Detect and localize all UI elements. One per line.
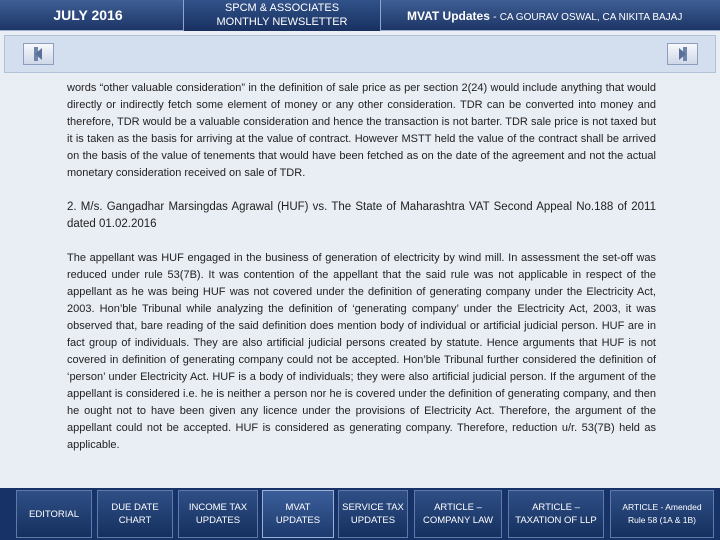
footer-button-label: CHART bbox=[118, 515, 152, 526]
footer-button-label: ARTICLE - Amended bbox=[622, 502, 702, 512]
section-topic bbox=[388, 0, 720, 31]
footer-button-label: EDITORIAL bbox=[29, 508, 79, 520]
issue-date: JULY 2016 bbox=[53, 7, 123, 23]
footer-button-label: ARTICLE – bbox=[434, 502, 482, 513]
header-bar bbox=[0, 0, 720, 31]
footer-button-article-amended-rule[interactable] bbox=[610, 490, 714, 538]
footer-button-label: INCOME TAX bbox=[188, 502, 248, 513]
next-page-button[interactable] bbox=[667, 43, 698, 65]
previous-page-button[interactable] bbox=[23, 43, 54, 65]
footer-button-article-company-law[interactable] bbox=[414, 490, 502, 538]
footer-button-label: UPDATES bbox=[275, 515, 321, 526]
topic-authors: CA GOURAV OSWAL, CA NIKITA BAJAJ bbox=[499, 12, 683, 23]
footer-button-label: ARTICLE – bbox=[532, 502, 580, 513]
footer-button-service-tax[interactable] bbox=[338, 490, 408, 538]
newsletter-firm: SPCM & ASSOCIATES bbox=[224, 2, 340, 14]
newsletter-subtitle: MONTHLY NEWSLETTER bbox=[216, 16, 348, 28]
topic-title: MVAT Updates bbox=[407, 9, 490, 23]
footer-button-label: UPDATES bbox=[350, 515, 396, 526]
footer-button-article-taxation-llp[interactable] bbox=[508, 490, 604, 538]
navigation-strip bbox=[4, 35, 716, 73]
topic-separator: - bbox=[489, 11, 500, 23]
arrow-right-icon bbox=[668, 44, 697, 64]
article-paragraph: words “other valuable consideration” in the definition of sale price as per section 2(24) would include anything that would directly or indirectly fetch some element of money or any other consideration. TDR can be converted into money and therefore, TDR would be a valuable consideration and hence the transaction is not barter. TDR sale price is not taxed but it is taken as the basis for arriving at the value of contract. However MSTT held the value of the contract shall be arrived on the basis of the value of tenements that would have been fetched as on the date of the agreement and not the actual monetary consideration received on sale of TDR. bbox=[67, 82, 656, 179]
footer-button-label: TAXATION OF LLP bbox=[515, 515, 597, 526]
arrow-left-icon bbox=[24, 44, 53, 64]
article-body bbox=[67, 80, 656, 454]
footer-button-label: COMPANY LAW bbox=[422, 515, 494, 526]
case-heading: 2. M/s. Gangadhar Marsingdas Agrawal (HUF) vs. The State of Maharashtra VAT Second Appeal No.188 of 2011 dated 01.02.2016 bbox=[67, 201, 656, 230]
footer-button-due-date-chart[interactable] bbox=[97, 490, 173, 538]
footer-button-label: UPDATES bbox=[195, 515, 241, 526]
article-paragraph: The appellant was HUF engaged in the business of generation of electricity by wind mill. In assessment the set-off was reduced under rule 53(7B). It was contention of the appellant that the said rule was not applicable in respect of the appellant as he was being HUF was not covered under the definition of generating company under the Electricity Act, 2003. Hon’ble Tribunal while analyzing the definition of ‘generating company’ under the Electricity Act, 2003, it was observed that, bare reading of the said definition does mention body of individual or artificial judicial person. HUF are in fact group of individuals. They are also artificial judicial persons created by statute. Hence arguments that HUF is not covered in definition of generating company could not be accepted. Hon’ble Tribunal further considered the definition of ‘person’ under Electricity Act. HUF is a body of individuals; they were also artificial judicial person. If the argument of the appellant is considered i.e. he is neither a person nor he is covered under the definition of generating company, and then he ought not to have been given any licence under the provisions of Electricity Act. Therefore, the argument of the appellant could not be accepted. HUF is considered as generating company. Therefore, reduction u/r. 53(7B) held as applicable. bbox=[67, 252, 656, 451]
footer-button-label: MVAT bbox=[285, 502, 311, 513]
footer-button-label: DUE DATE bbox=[111, 502, 159, 513]
footer-button-income-tax[interactable] bbox=[178, 490, 258, 538]
footer-button-editorial[interactable] bbox=[16, 490, 92, 538]
newsletter-title bbox=[183, 0, 381, 31]
footer-button-label: Rule 58 (1A & 1B) bbox=[627, 515, 697, 525]
footer-button-label: SERVICE TAX bbox=[342, 502, 404, 513]
footer-button-mvat[interactable] bbox=[262, 490, 334, 538]
